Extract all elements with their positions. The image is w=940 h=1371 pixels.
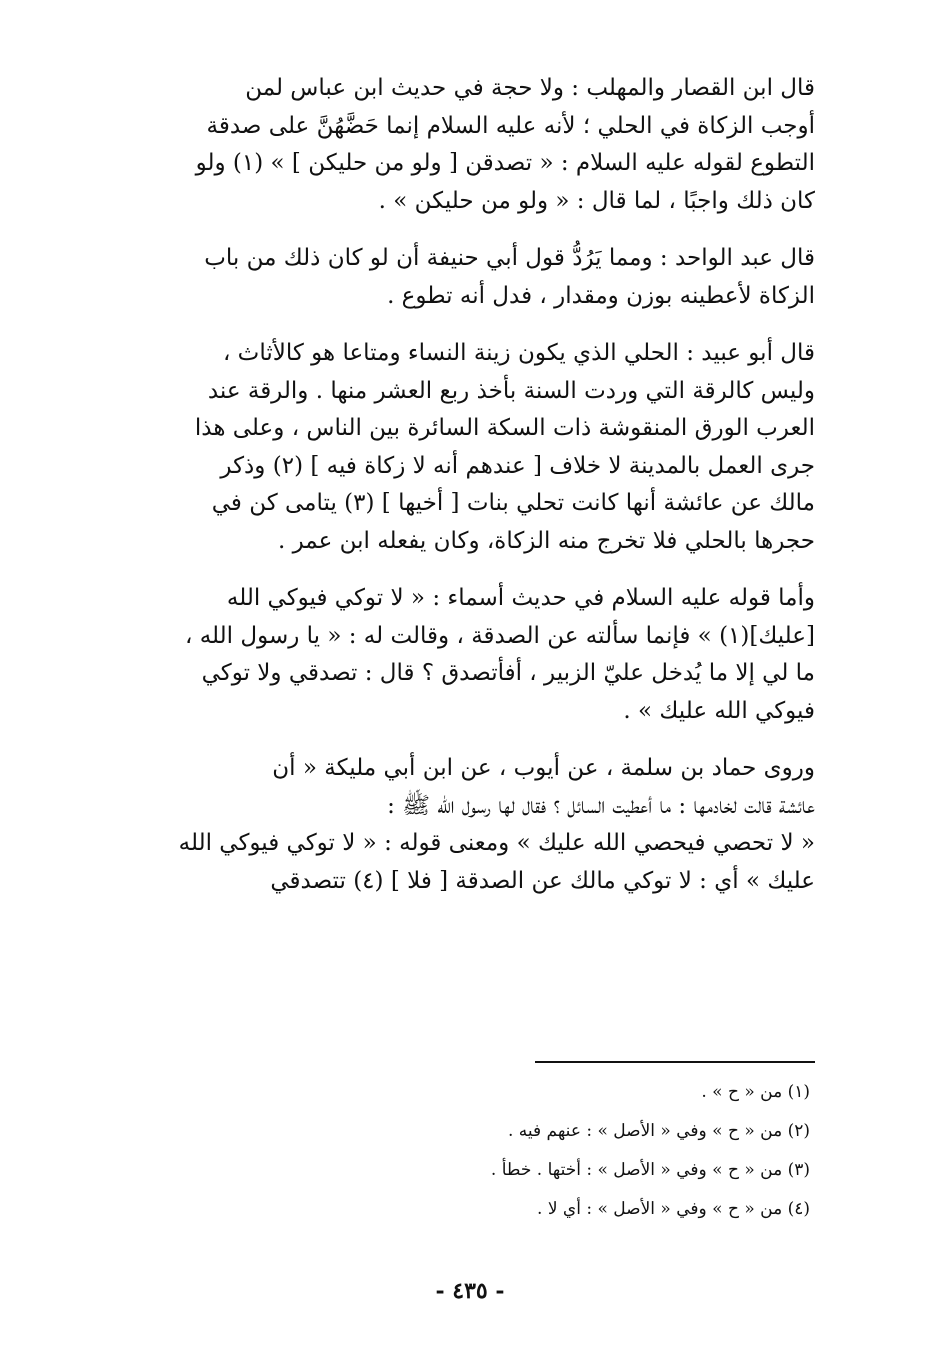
text-line: التطوع لقوله عليه السلام : « تصدقن [ ولو من حليكن ] » (١) ولو <box>195 150 815 176</box>
text-line: قال عبد الواحد : ومما يَرُدُّ قول أبي حنيفة أن لو كان ذلك من باب <box>204 245 815 271</box>
text-line: وروى حماد بن سلمة ، عن أيوب ، عن ابن أبي مليكة « أن <box>272 755 815 781</box>
footnote-1: (١) من « ح » . <box>701 1082 810 1102</box>
text-line: حجرها بالحلي فلا تخرج منه الزكاة، وكان يفعله ابن عمر . <box>277 527 815 554</box>
text-line: وأما قوله عليه السلام في حديث أسماء : « لا توكي فيوكي الله <box>226 585 815 611</box>
text-line: [عليك](١) » فإنما سألته عن الصدقة ، وقالت له : « يا رسول الله ، <box>184 622 815 649</box>
text-line: فيوكي الله عليك » . <box>623 697 815 724</box>
paragraph-5 <box>130 750 815 900</box>
text-line: عائشة قالت لخادمها : ما أعطيت السائل ؟ فقال لها رسول الله ﷺ : <box>387 792 815 819</box>
text-line: قال أبو عبيد : الحلي الذي يكون زينة النساء ومتاعا هو كالأثاث ، <box>222 340 815 366</box>
footnote-separator <box>535 1061 815 1063</box>
text-line: أوجب الزكاة في الحلي ؛ لأنه عليه السلام إنما حَضَّهُنَّ على صدقة <box>206 112 815 139</box>
footnotes <box>130 1073 810 1229</box>
text-line: وليس كالرقة التي وردت السنة بأخذ ربع العشر منها . والرقة عند <box>207 377 815 404</box>
paragraph-4 <box>130 580 815 730</box>
footnote-2: (٢) من « ح » وفي « الأصل » : عنهم فيه . <box>507 1121 810 1141</box>
page-body <box>130 70 815 920</box>
paragraph-3 <box>130 335 815 560</box>
text-line: الزكاة لأعطينه بوزن ومقدار ، فدل أنه تطوع . <box>387 282 815 309</box>
text-line: ما لي إلا ما يُدخل عليّ الزبير ، أفأتصدق ؟ قال : تصدقي ولا توكي <box>201 660 815 686</box>
text-line: كان ذلك واجبًا ، لما قال : « ولو من حليكن » . <box>378 187 815 214</box>
page-number: - ٤٣٥ - <box>435 1278 505 1304</box>
text-line: العرب الورق المنقوشة ذات السكة السائرة بين الناس ، وعلى هذا <box>194 415 815 441</box>
paragraph-1 <box>130 70 815 220</box>
footnote-3: (٣) من « ح » وفي « الأصل » : أختها . خطأ . <box>490 1160 810 1180</box>
footnote-4: (٤) من « ح » وفي « الأصل » : أي لا . <box>537 1199 810 1219</box>
text-line: عليك » أي : لا توكي مالك عن الصدقة [ فلا ] (٤) تتصدقي <box>270 867 815 894</box>
text-line: « لا تحصي فيحصي الله عليك » ومعنى قوله : « لا توكي فيوكي الله <box>178 830 815 856</box>
text-line: مالك عن عائشة أنها كانت تحلي بنات [ أخيها ] (٣) يتامى كن في <box>211 490 815 516</box>
text-line: قال ابن القصار والمهلب : ولا حجة في حديث ابن عباس لمن <box>245 75 815 101</box>
text-line: جرى العمل بالمدينة لا خلاف [ عندهم أنه لا زكاة فيه ] (٢) وذكر <box>220 452 815 479</box>
paragraph-2 <box>130 240 815 315</box>
